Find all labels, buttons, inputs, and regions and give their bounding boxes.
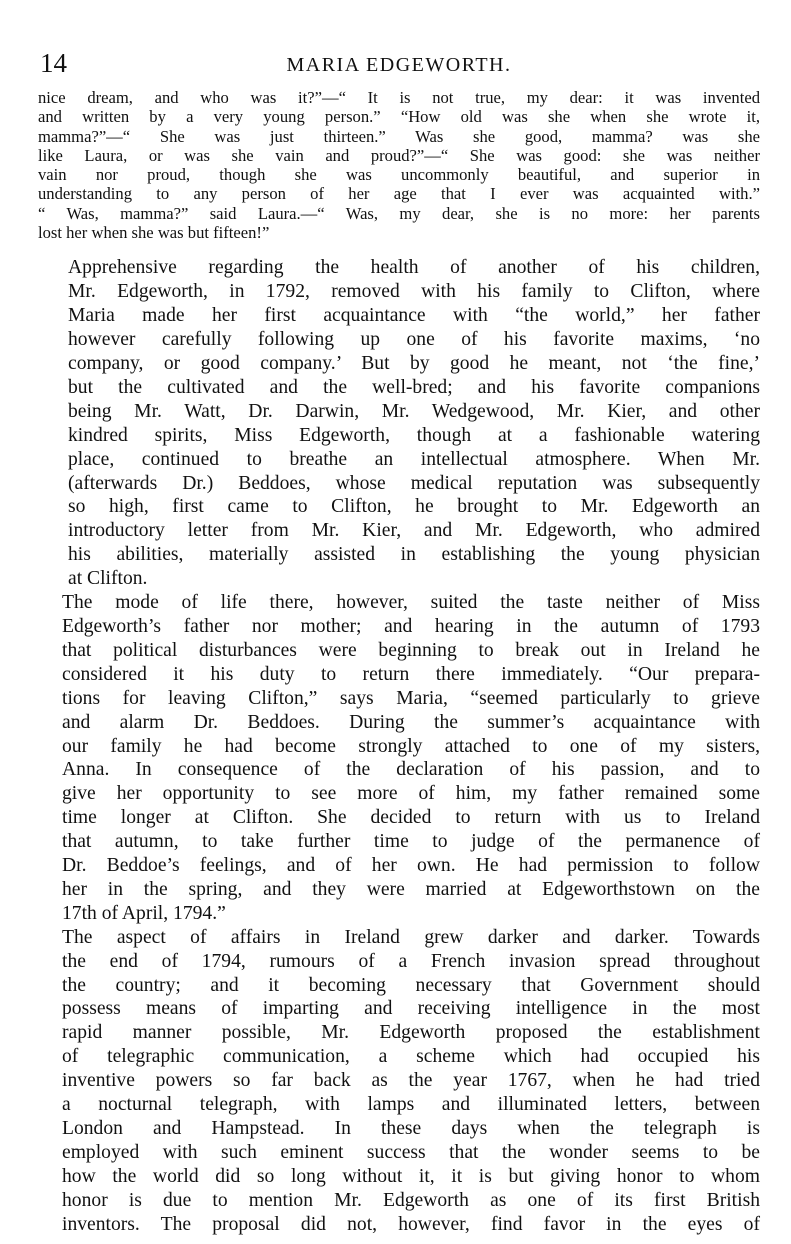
paragraph <box>38 256 760 591</box>
quote-line: lost her when she was but fifteen!” <box>38 223 270 243</box>
text-line: however carefully following up one of his favorite maxims, ‘no <box>68 329 760 351</box>
text-line: tions for leaving Clifton,” says Maria, “seemed particularly to grieve <box>62 687 760 709</box>
text-line: London and Hampstead. In these days when the telegraph is <box>62 1118 760 1139</box>
text-line: honor is due to mention Mr. Edgeworth as one of its first British <box>62 1189 760 1211</box>
text-line: how the world did so long without it, it is but giving honor to whom <box>62 1165 760 1187</box>
text-line: The aspect of affairs in Ireland grew darker and darker. Towards <box>62 926 760 948</box>
text-line: time longer at Clifton. She decided to return with us to Ireland <box>62 807 760 829</box>
quote-line: mamma?”—“ She was just thirteen.” Was she good, mamma? was she <box>38 126 760 146</box>
text-line: place, continued to breathe an intellectual atmosphere. When Mr. <box>68 448 760 470</box>
text-line: that political disturbances were beginning to break out in Ireland he <box>62 639 760 661</box>
text-line: introductory letter from Mr. Kier, and Mr. Edgeworth, who admired <box>68 520 760 542</box>
text-line: company, or good company.’ But by good he meant, not ‘the fine,’ <box>68 353 760 374</box>
quote-line: nice dream, and who was it?”—“ It is not true, my dear: it was invented <box>38 88 760 107</box>
text-line: but the cultivated and the well-bred; and his favorite companions <box>68 376 760 398</box>
text-line: Apprehensive regarding the health of another of his children, <box>68 257 760 279</box>
running-title: MARIA EDGEWORTH. <box>286 54 512 76</box>
text-line: Edgeworth’s father nor mother; and hearing in the autumn of 1793 <box>62 615 760 637</box>
text-line: the end of 1794, rumours of a French invasion spread throughout <box>62 950 760 972</box>
text-line: the country; and it becoming necessary that Government should <box>62 974 760 996</box>
text-line: so high, first came to Clifton, he brought to Mr. Edgeworth an <box>68 496 760 518</box>
text-line: Anna. In consequence of the declaration of his passion, and to <box>62 759 760 781</box>
text-line: employed with such eminent success that the wonder seems to be <box>62 1141 760 1163</box>
text-line: that autumn, to take further time to judge of the permanence of <box>62 831 760 853</box>
quote-line: understanding to any person of her age that I ever was acquainted with.” <box>38 184 760 204</box>
page-number: 14 <box>40 48 67 78</box>
quote-line: vain nor proud, though she was uncommonly beautiful, and superior in <box>38 165 760 185</box>
paragraph <box>38 926 760 1237</box>
text-line: of telegraphic communication, a scheme which had occupied his <box>62 1046 760 1068</box>
text-line: at Clifton. <box>68 568 148 590</box>
text-line: inventors. The proposal did not, however, find favor in the eyes of <box>62 1213 760 1235</box>
text-line: kindred spirits, Miss Edgeworth, though at a fashionable watering <box>68 424 760 446</box>
text-line: possess means of imparting and receiving intelligence in the most <box>62 998 760 1020</box>
paragraph <box>38 591 760 926</box>
text-line: rapid manner possible, Mr. Edgeworth proposed the establishment <box>62 1022 760 1044</box>
text-line: (afterwards Dr.) Beddoes, whose medical reputation was subsequently <box>68 472 760 494</box>
block-quote <box>38 88 760 242</box>
text-line: our family he had become strongly attached to one of my sisters, <box>62 735 760 757</box>
text-line: Maria made her first acquaintance with “the world,” her father <box>68 305 760 327</box>
text-line: Mr. Edgeworth, in 1792, removed with his family to Clifton, where <box>68 281 760 303</box>
text-line: give her opportunity to see more of him, my father remained some <box>62 783 760 805</box>
text-line: inventive powers so far back as the year 1767, when he had tried <box>62 1070 760 1092</box>
body-text <box>38 256 760 1236</box>
quote-line: like Laura, or was she vain and proud?”—“ She was good: she was neither <box>38 145 760 165</box>
text-line: Dr. Beddoe’s feelings, and of her own. He had permission to follow <box>62 855 760 877</box>
text-line: The mode of life there, however, suited the taste neither of Miss <box>62 592 760 614</box>
text-line: and alarm Dr. Beddoes. During the summer’s acquaintance with <box>62 711 760 733</box>
text-line: his abilities, materially assisted in establishing the young physician <box>68 544 760 566</box>
quote-line: and written by a very young person.” “How old was she when she wrote it, <box>38 107 760 127</box>
book-page <box>38 48 760 1237</box>
text-line: 17th of April, 1794.” <box>62 902 226 924</box>
text-line: a nocturnal telegraph, with lamps and illuminated letters, between <box>62 1094 760 1116</box>
text-line: considered it his duty to return there immediately. “Our prepara- <box>62 663 760 685</box>
running-head <box>38 48 760 80</box>
text-line: her in the spring, and they were married at Edgeworthstown on the <box>62 878 760 900</box>
quote-line: “ Was, mamma?” said Laura.—“ Was, my dear, she is no more: her parents <box>38 203 760 223</box>
text-line: being Mr. Watt, Dr. Darwin, Mr. Wedgewood, Mr. Kier, and other <box>68 400 760 422</box>
